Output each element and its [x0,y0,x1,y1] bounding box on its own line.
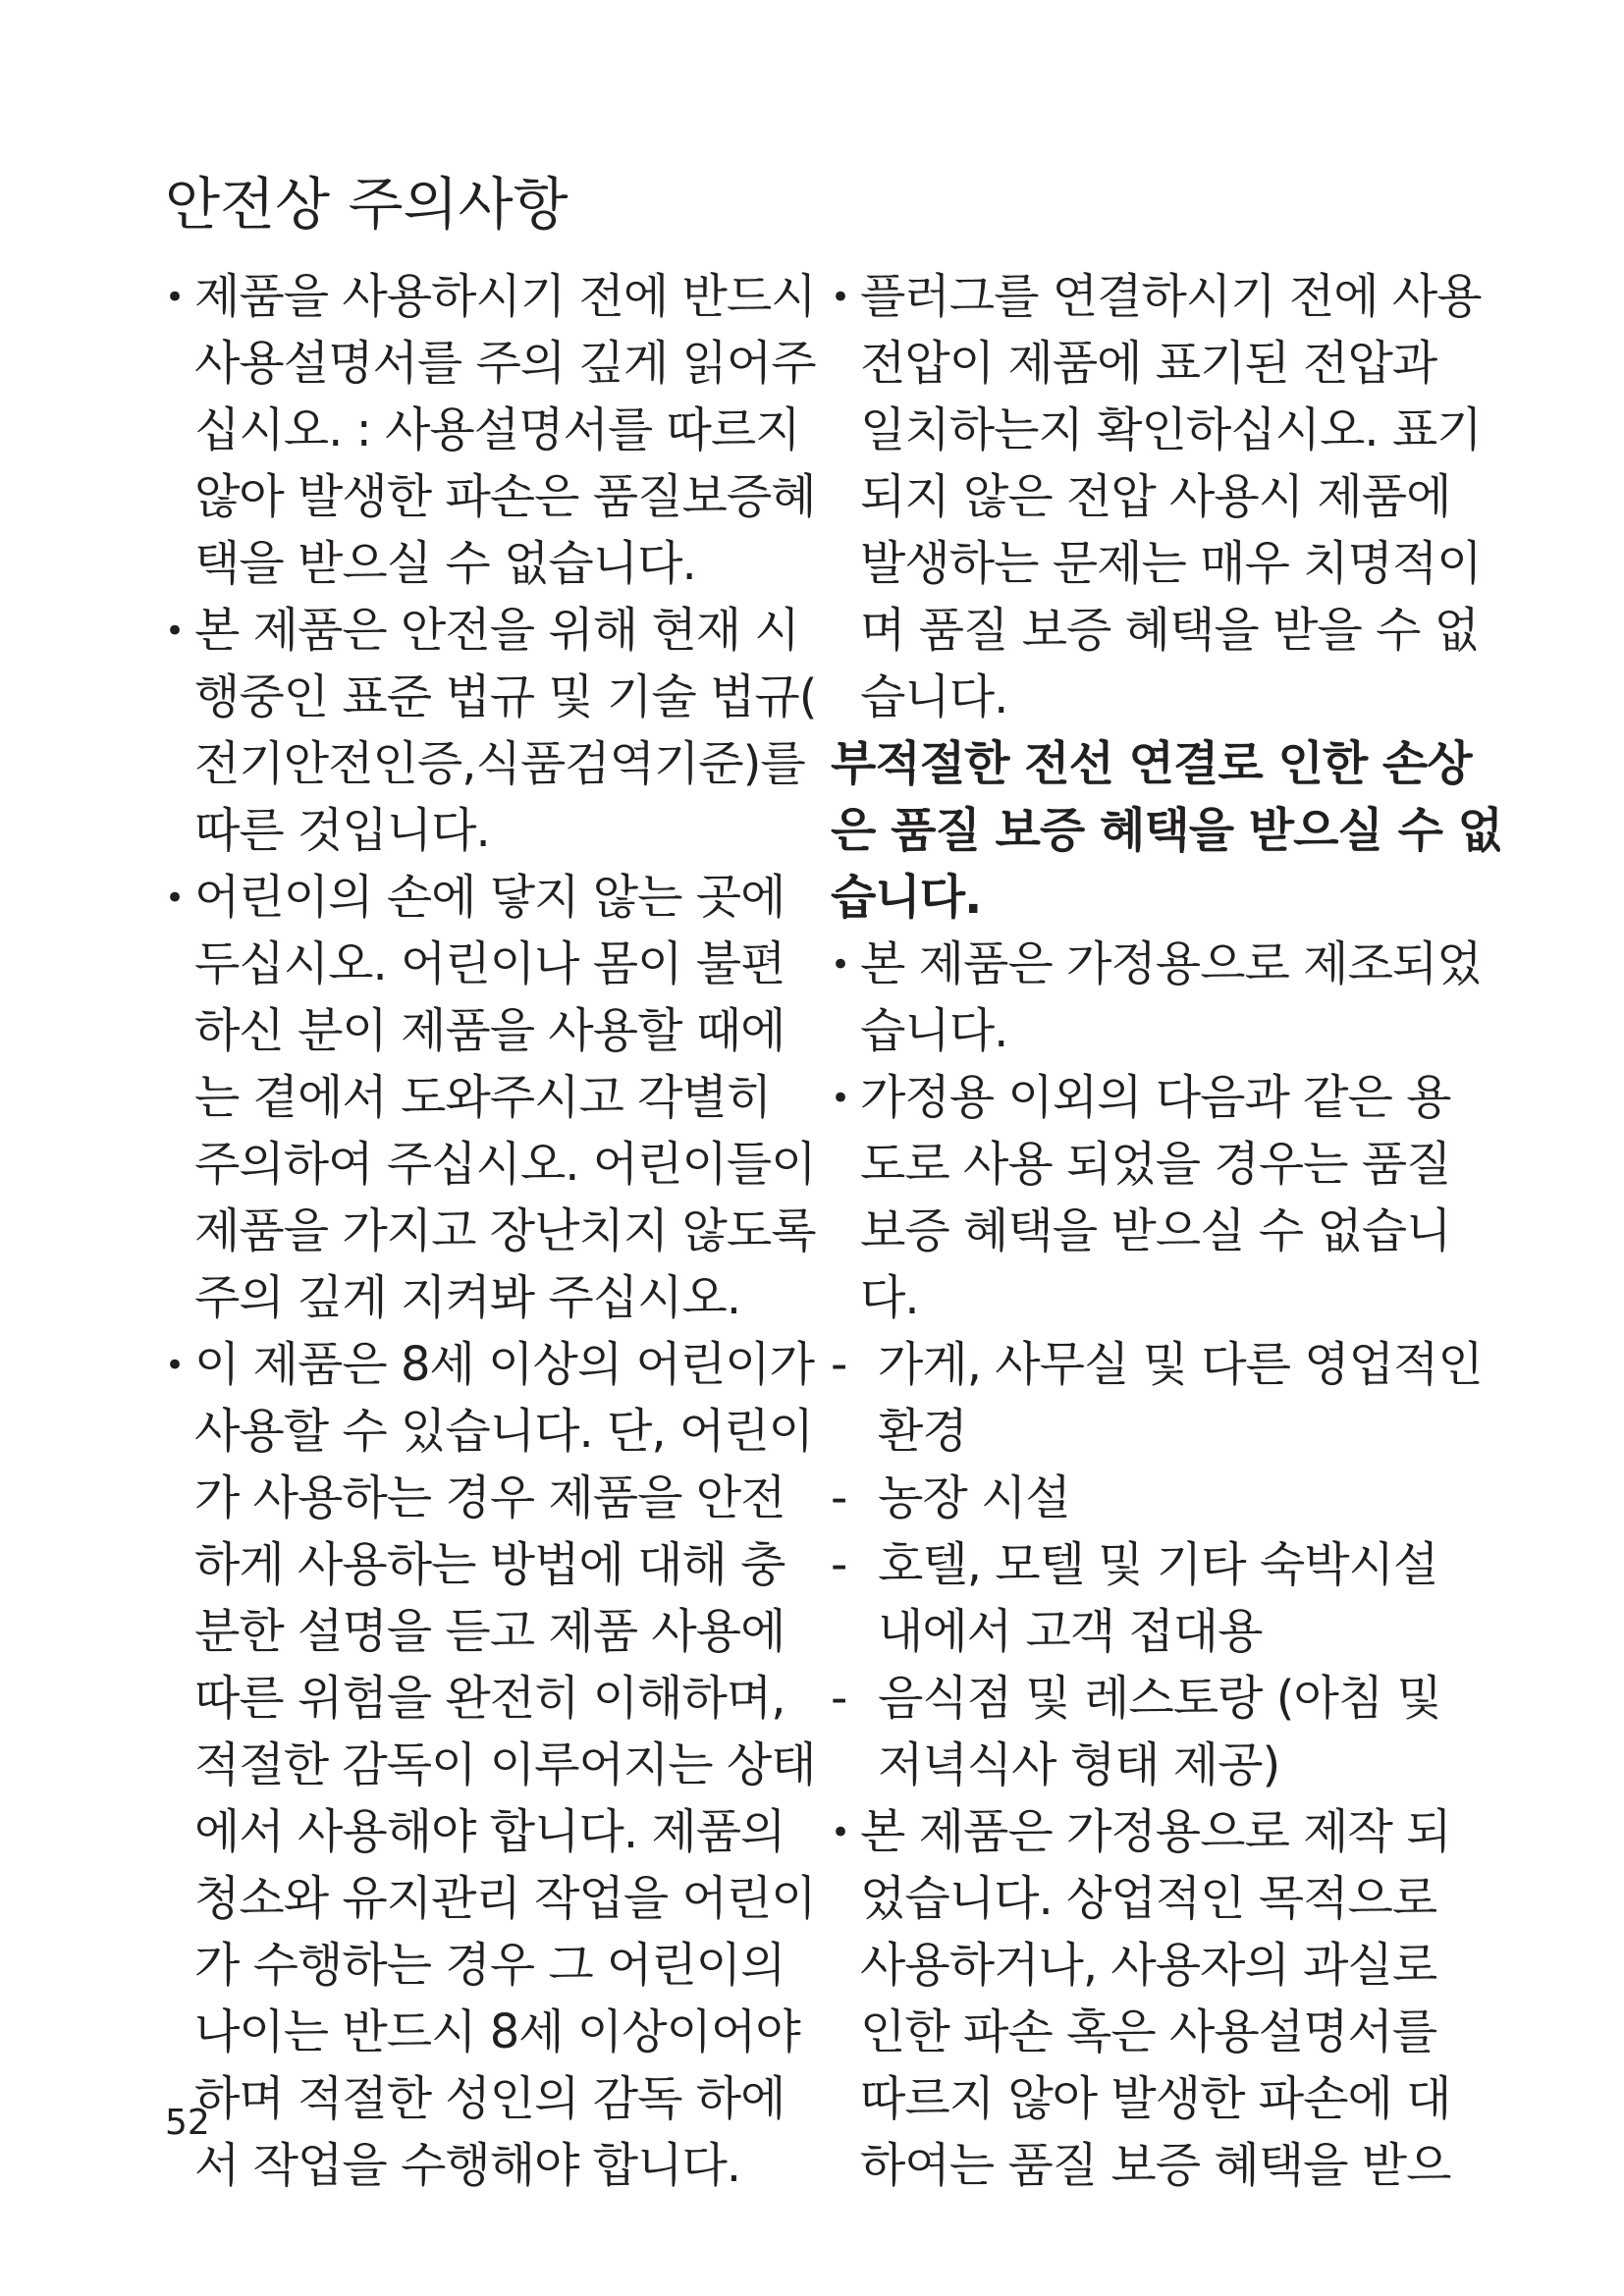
bullet-item-first-line [831,931,1518,997]
paragraph-line: 은 품질 보증 혜택을 받으실 수 없 [831,803,1503,858]
item-continuation-line: 사용하거나, 사용자의 과실로 [860,1938,1437,1993]
bullet-icon: • [831,945,850,985]
item-continuation-line: 환경 [878,1404,967,1459]
item-continuation-line: 일치하는지 확인하십시오. 표기 [860,402,1482,457]
item-continuation-line: 하여는 품질 보증 혜택을 받으 [860,2138,1451,2193]
item-continuation-line: 습니다. [860,1003,1008,1058]
dash-marker: - [831,1337,847,1392]
dash-item-first-line [831,1665,1518,1732]
item-continuation-line: 하게 사용하는 방법에 대해 충 [194,1537,785,1592]
item-continuation-line: 었습니다. 상업적인 목적으로 [860,1871,1437,1926]
item-continuation-line: 따르지 않아 발생한 파손에 대 [860,2071,1451,2126]
item-text: 어린이의 손에 닿지 않는 곳에 [194,870,785,925]
bullet-icon: • [165,612,185,651]
item-continuation-line: 는 곁에서 도와주시고 각별히 [194,1070,772,1125]
bullet-item [831,263,1518,730]
bullet-icon: • [831,1813,850,1852]
item-continuation-line: 주의 깊게 지켜봐 주십시오. [194,1270,741,1325]
bullet-item [165,597,817,864]
bullet-item-first-line [165,597,813,664]
item-continuation-line: 하신 분이 제품을 사용할 때에 [194,1003,785,1058]
item-continuation-line: 전압이 제품에 표기된 전압과 [860,336,1437,391]
item-text: 가게, 사무실 및 다른 영업적인 [878,1337,1483,1392]
item-continuation-line: 발생하는 문제는 매우 치명적이 [860,536,1482,591]
bullet-item-first-line [165,864,813,931]
item-text: 본 제품은 가정용으로 제조되었 [860,936,1482,991]
item-text: 이 제품은 8세 이상의 어린이가 [194,1337,814,1392]
item-text: 음식점 및 레스토랑 (아침 및 [878,1671,1441,1726]
dash-marker: - [831,1671,847,1726]
item-continuation-line: 십시오. : 사용설명서를 따르지 [194,402,800,457]
right-column [831,263,1518,2199]
bold-paragraph [831,730,1518,931]
item-text: 플러그를 연결하시기 전에 사용 [860,269,1482,324]
item-continuation-line: 따른 것입니다. [194,803,490,858]
item-continuation-line: 가 사용하는 경우 제품을 안전 [194,1470,785,1525]
bullet-item [831,931,1518,1064]
item-continuation-line: 인한 파손 혹은 사용설명서를 [860,2004,1437,2059]
item-continuation-line: 서 작업을 수행해야 합니다. [194,2138,741,2193]
item-text: 농장 시설 [878,1470,1070,1525]
item-continuation-line: 두십시오. 어린이나 몸이 불편 [194,936,785,991]
bullet-icon: • [165,278,185,317]
left-column [165,263,817,2199]
dash-item-first-line [831,1531,1518,1598]
dash-item [831,1465,1518,1531]
dash-item [831,1531,1518,1665]
item-continuation-line: 분한 설명을 듣고 제품 사용에 [194,1604,785,1659]
item-text: 호텔, 모텔 및 기타 숙박시설 [878,1537,1438,1592]
bullet-item [165,864,816,1331]
dash-item [831,1665,1518,1798]
item-continuation-line: 저녁식사 형태 제공) [878,1737,1280,1792]
page-title: 안전상 주의사항 [165,171,568,238]
bullet-item [165,1331,816,2199]
item-continuation-line: 다. [860,1270,919,1325]
bullet-item [831,1798,1518,2199]
dash-item-first-line [831,1331,1518,1398]
item-continuation-line: 에서 사용해야 합니다. 제품의 [194,1804,785,1859]
item-continuation-line: 나이는 반드시 8세 이상이어야 [194,2004,800,2059]
item-text: 본 제품은 안전을 위해 현재 시 [194,603,799,658]
item-continuation-line: 주의하여 주십시오. 어린이들이 [194,1137,816,1192]
item-continuation-line: 않아 발생한 파손은 품질보증혜 [194,469,816,524]
item-continuation-line: 도로 사용 되었을 경우는 품질 [860,1137,1451,1192]
bullet-item-first-line [165,263,816,330]
bullet-item [165,263,816,597]
dash-marker: - [831,1537,847,1592]
bullet-item-first-line [831,1798,1518,1865]
item-continuation-line: 하며 적절한 성인의 감독 하에 [194,2071,785,2126]
item-continuation-line: 사용설명서를 주의 깊게 읽어주 [194,336,816,391]
bullet-item [831,1064,1518,1331]
item-continuation-line: 내에서 고객 접대용 [878,1604,1263,1659]
item-continuation-line: 택을 받으실 수 없습니다. [194,536,696,591]
item-text: 본 제품은 가정용으로 제작 되 [860,1804,1451,1859]
item-continuation-line: 제품을 가지고 장난치지 않도록 [194,1203,816,1258]
item-continuation-line: 되지 않은 전압 사용시 제품에 [860,469,1451,524]
item-text: 가정용 이외의 다음과 같은 용 [860,1070,1451,1125]
paragraph-line: 습니다. [831,870,982,925]
item-continuation-line: 사용할 수 있습니다. 단, 어린이 [194,1404,813,1459]
item-continuation-line: 습니다. [860,669,1008,724]
bullet-icon: • [831,1079,850,1118]
item-continuation-line: 적절한 감독이 이루어지는 상태 [194,1737,816,1792]
bullet-item-first-line [165,1331,813,1398]
dash-marker: - [831,1470,847,1525]
item-continuation-line: 전기안전인증,식품검역기준)를 [194,736,805,791]
page-number: 52 [165,2103,210,2143]
paragraph-line: 부적절한 전선 연결로 인한 손상 [831,736,1472,791]
item-continuation-line: 며 품질 보증 혜택을 받을 수 없 [860,603,1479,658]
bullet-item-first-line [831,1064,1518,1131]
dash-item [831,1331,1518,1465]
item-continuation-line: 청소와 유지관리 작업을 어린이 [194,1871,816,1926]
bullet-item-first-line [831,263,1518,330]
item-continuation-line: 가 수행하는 경우 그 어린이의 [194,1938,785,1993]
item-continuation-line: 행중인 표준 법규 및 기술 법규( [194,669,817,724]
item-text: 제품을 사용하시기 전에 반드시 [194,269,816,324]
item-continuation-line: 보증 혜택을 받으실 수 없습니 [860,1203,1451,1258]
bullet-icon: • [165,1346,185,1385]
item-continuation-line: 따른 위험을 완전히 이해하며, [194,1671,785,1726]
bullet-icon: • [831,278,850,317]
bullet-icon: • [165,879,185,918]
dash-item-first-line [831,1465,1518,1531]
